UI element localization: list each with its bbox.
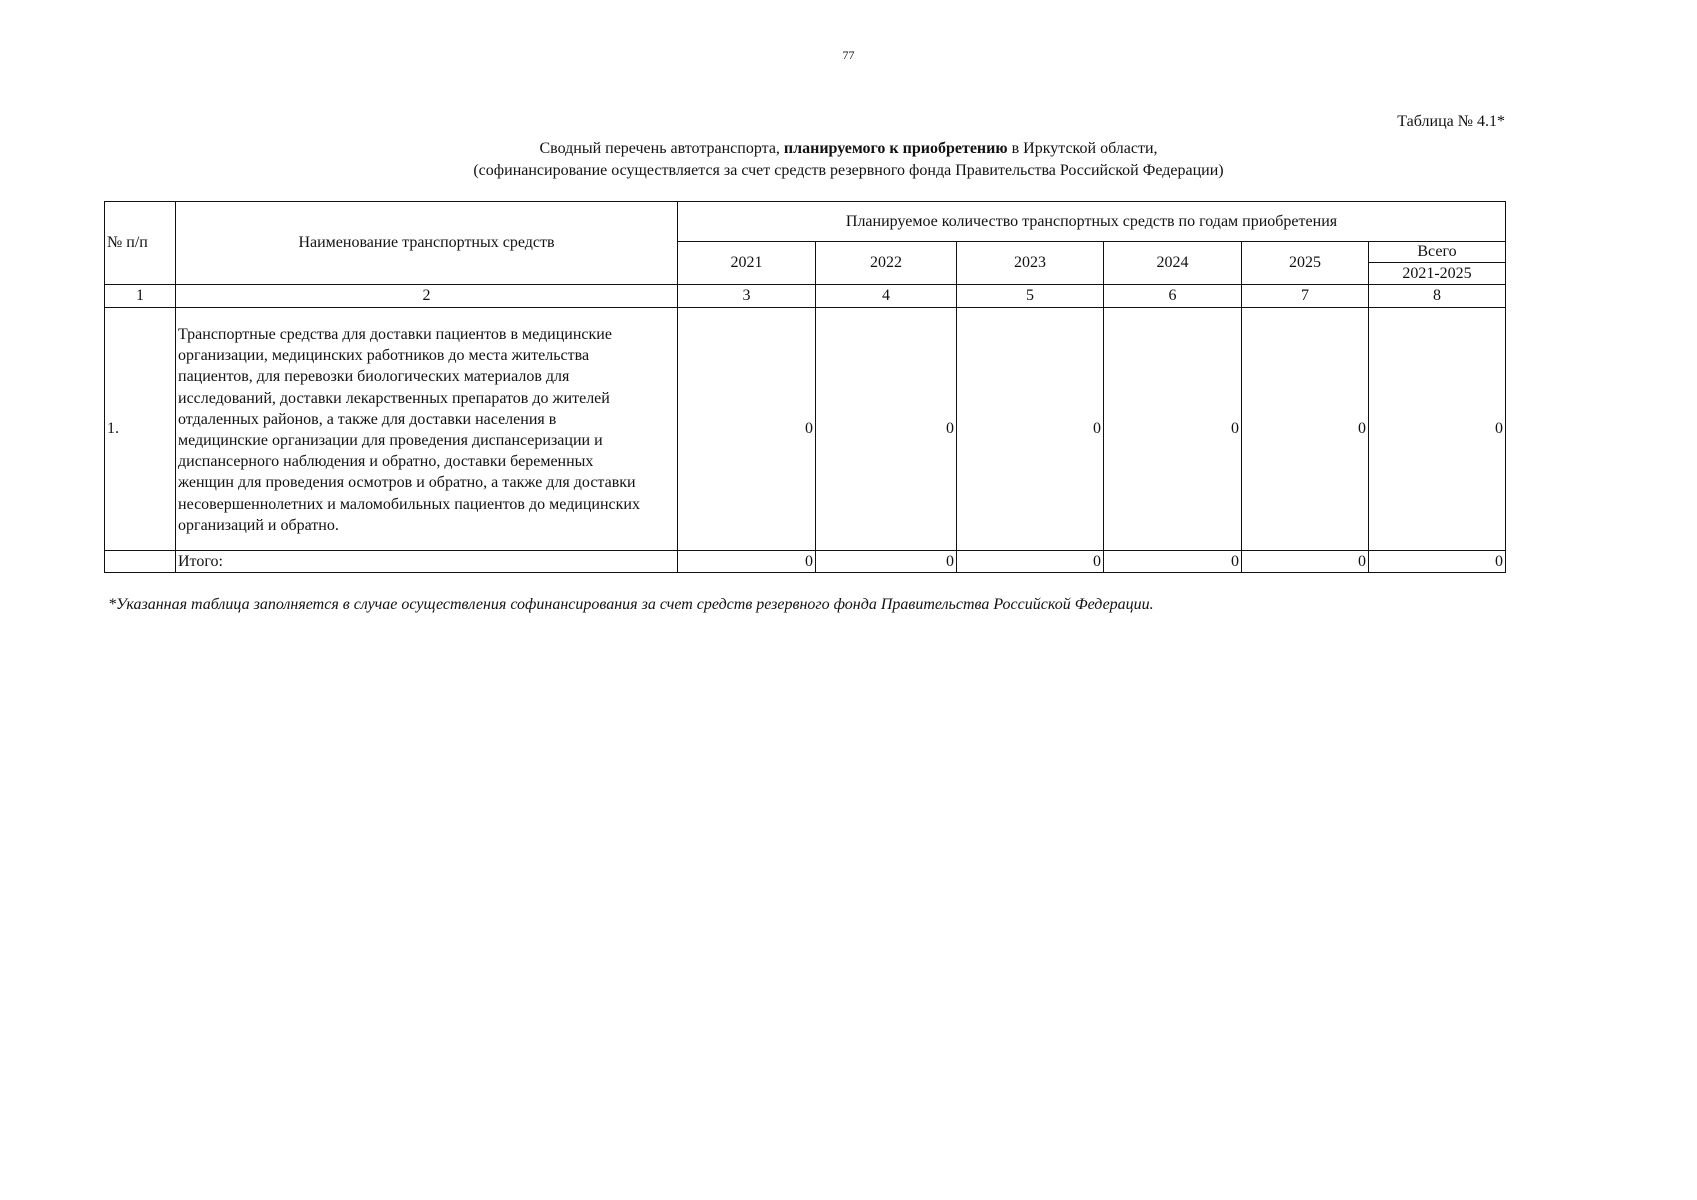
total-num-empty	[105, 551, 176, 573]
header-year-2024: 2024	[1104, 242, 1242, 285]
column-number: 2	[176, 285, 678, 308]
total-value-2022: 0	[816, 551, 957, 573]
row-value-2023: 0	[957, 308, 1104, 551]
column-number: 5	[957, 285, 1104, 308]
row-name-line: организации, медицинских работников до места жительства	[178, 347, 590, 365]
header-year-2023: 2023	[957, 242, 1104, 285]
footnote: *Указанная таблица заполняется в случае осуществления софинансирования за счет средств резервного фонда Правительства Российской Федерации.	[108, 596, 1154, 613]
header-year-2025: 2025	[1242, 242, 1369, 285]
header-num: № п/п	[105, 202, 176, 285]
title-text-bold: планируемого к приобретению	[783, 140, 1008, 157]
row-value-2021: 0	[678, 308, 816, 551]
row-value-2024: 0	[1104, 308, 1242, 551]
title-text-before: Сводный перечень автотранспорта,	[539, 140, 784, 157]
row-name-line: медицинские организации для проведения диспансеризации и	[178, 432, 603, 450]
table-label: Таблица № 4.1*	[1397, 113, 1505, 130]
row-value-total: 0	[1369, 308, 1506, 551]
header-planned: Планируемое количество транспортных средств по годам приобретения	[678, 202, 1506, 242]
title-line-1	[0, 138, 1697, 160]
row-name-line: исследований, доставки лекарственных препаратов до жителей	[178, 389, 610, 407]
column-number: 7	[1242, 285, 1369, 308]
header-total-label: Всего	[1369, 242, 1506, 263]
total-value-2021: 0	[678, 551, 816, 573]
column-number: 8	[1369, 285, 1506, 308]
vehicle-table	[104, 201, 1506, 573]
row-name-line: отдаленных районов, а также для доставки населения в	[178, 410, 557, 428]
row-value-2022: 0	[816, 308, 957, 551]
row-name-line: Транспортные средства для доставки пациентов в медицинские	[178, 326, 612, 343]
column-number: 1	[105, 285, 176, 308]
header-year-2022: 2022	[816, 242, 957, 285]
row-name-line: диспансерного наблюдения и обратно, доставки беременных	[178, 453, 594, 471]
column-number: 3	[678, 285, 816, 308]
row-value-2025: 0	[1242, 308, 1369, 551]
table-row	[105, 308, 1506, 551]
row-name-line: организаций и обратно.	[178, 516, 339, 534]
row-name	[176, 308, 678, 551]
total-value-2024: 0	[1104, 551, 1242, 573]
title-line-2: (софинансирование осуществляется за счет средств резервного фонда Правительства Российской Федерации)	[473, 162, 1224, 179]
column-number-row	[105, 285, 1506, 308]
document-title	[0, 138, 1697, 182]
header-total-range: 2021-2025	[1369, 263, 1506, 285]
total-value-2025: 0	[1242, 551, 1369, 573]
total-value-2023: 0	[957, 551, 1104, 573]
total-value-total: 0	[1369, 551, 1506, 573]
column-number: 4	[816, 285, 957, 308]
total-row	[105, 551, 1506, 573]
row-name-line: пациентов, для перевозки биологических материалов для	[178, 368, 570, 386]
title-text-after: в Иркутской области,	[1007, 140, 1158, 157]
total-label: Итого:	[176, 551, 678, 573]
page-number: 77	[842, 48, 855, 62]
header-row-1	[105, 202, 1506, 242]
column-number: 6	[1104, 285, 1242, 308]
row-name-line: несовершеннолетних и маломобильных пациентов до медицинских	[178, 495, 640, 513]
row-name-line: женщин для проведения осмотров и обратно, а также для доставки	[178, 474, 636, 492]
header-name: Наименование транспортных средств	[176, 202, 678, 285]
header-year-2021: 2021	[678, 242, 816, 285]
row-num: 1.	[105, 308, 176, 551]
